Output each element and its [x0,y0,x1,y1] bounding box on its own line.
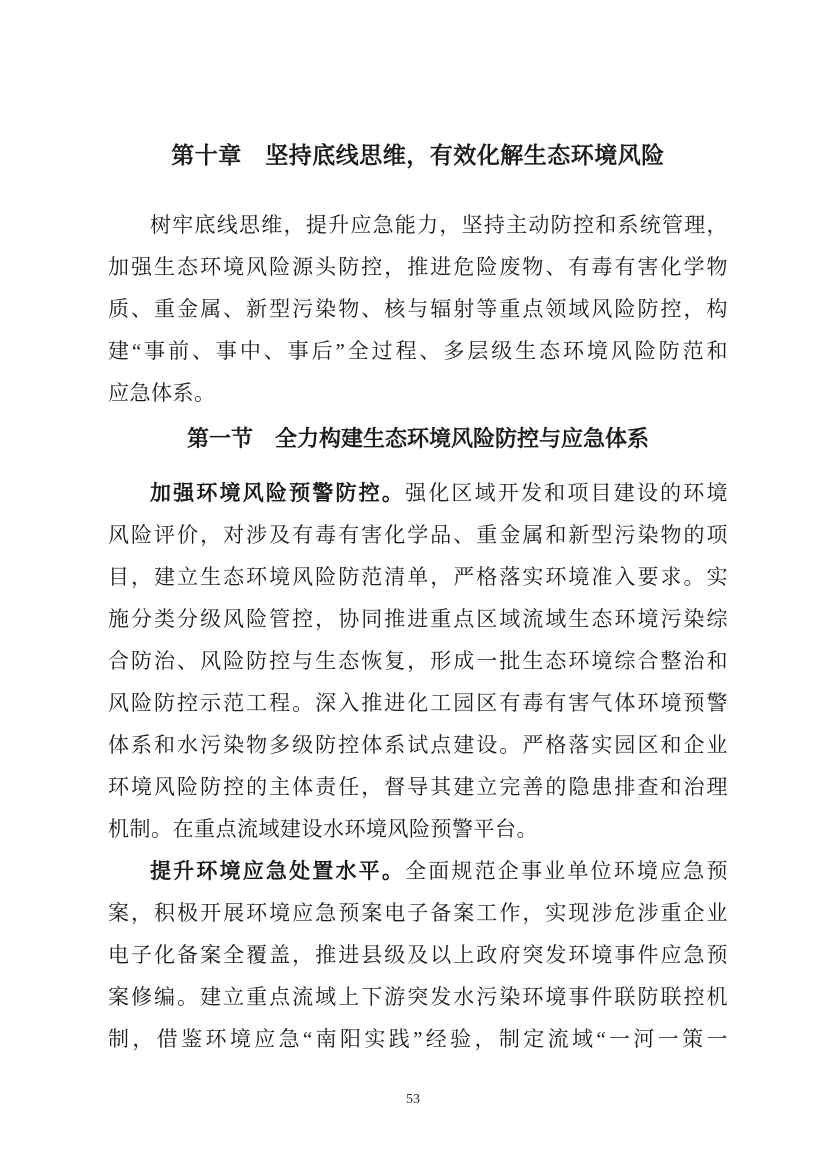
body-text: 全面规范企事业单位环境应急预 [405,859,728,883]
paragraph [108,850,728,1060]
text-line [108,682,728,724]
bold-lead-text: 提升环境应急处置水平。 [150,860,406,883]
text-line [108,640,728,682]
body-text: 风险评价，对涉及有毒有害化学品、重金属和新型污染物的项 [108,523,728,547]
body-text: 目，建立生态环境风险防范清单，严格落实环境准入要求。实 [108,565,728,589]
body-text: 电子化备案全覆盖，推进县级及以上政府突发环境事件应急预 [108,943,728,967]
body-text: 强化区域开发和项目建设的环境 [405,481,728,505]
body-text: 制，借鉴环境应急“南阳实践”经验，制定流域“一河一策一 [108,1027,728,1051]
body-text: 风险防控示范工程。深入推进化工园区有毒有害气体环境预警 [108,691,728,715]
text-line [108,892,728,934]
text-line [108,288,728,330]
text-line [108,1018,728,1060]
text-line [108,766,728,808]
page-number: 53 [406,1092,420,1107]
text-line [108,724,728,766]
body-text: 合防治、风险防控与生态恢复，形成一批生态环境综合整治和 [108,649,728,673]
body-text: 施分类分级风险管控，协同推进重点区域流域生态环境污染综 [108,607,728,631]
body-text: 建“事前、事中、事后”全过程、多层级生态环境风险防范和 [108,339,728,363]
text-line [108,246,728,288]
body-text: 质、重金属、新型污染物、核与辐射等重点领域风险防控，构 [108,297,728,321]
text-line [108,204,728,246]
body-text: 机制。在重点流域建设水环境风险预警平台。 [108,817,538,841]
body-text: 案，积极开展环境应急预案电子备案工作，实现涉危涉重企业 [108,901,728,925]
text-line [108,976,728,1018]
text-line [108,372,728,414]
bold-lead-text: 加强环境风险预警防控。 [150,482,406,505]
section-title: 第一节 全力构建生态环境风险防控与应急体系 [186,426,649,451]
text-line [108,472,728,514]
page-content [108,140,728,1060]
text-line [108,850,728,892]
text-line [108,934,728,976]
text-line [108,330,728,372]
body-text: 环境风险防控的主体责任，督导其建立完善的隐患排查和治理 [108,775,728,799]
body-text: 案修编。建立重点流域上下游突发水污染环境事件联防联控机 [108,985,728,1009]
paragraph [108,472,728,850]
body-text: 体系和水污染物多级防控体系试点建设。严格落实园区和企业 [108,733,728,757]
body-text: 树牢底线思维，提升应急能力，坚持主动防控和系统管理， [150,213,728,237]
body-text: 应急体系。 [108,381,216,405]
text-line [108,514,728,556]
text-line [108,598,728,640]
chapter-title: 第十章 坚持底线思维，有效化解生态环境风险 [171,142,665,168]
body-text: 加强生态环境风险源头防控，推进危险废物、有毒有害化学物 [108,255,728,279]
text-line [108,808,728,850]
paragraph [108,204,728,414]
content-blocks [108,204,728,1060]
text-line [108,556,728,598]
